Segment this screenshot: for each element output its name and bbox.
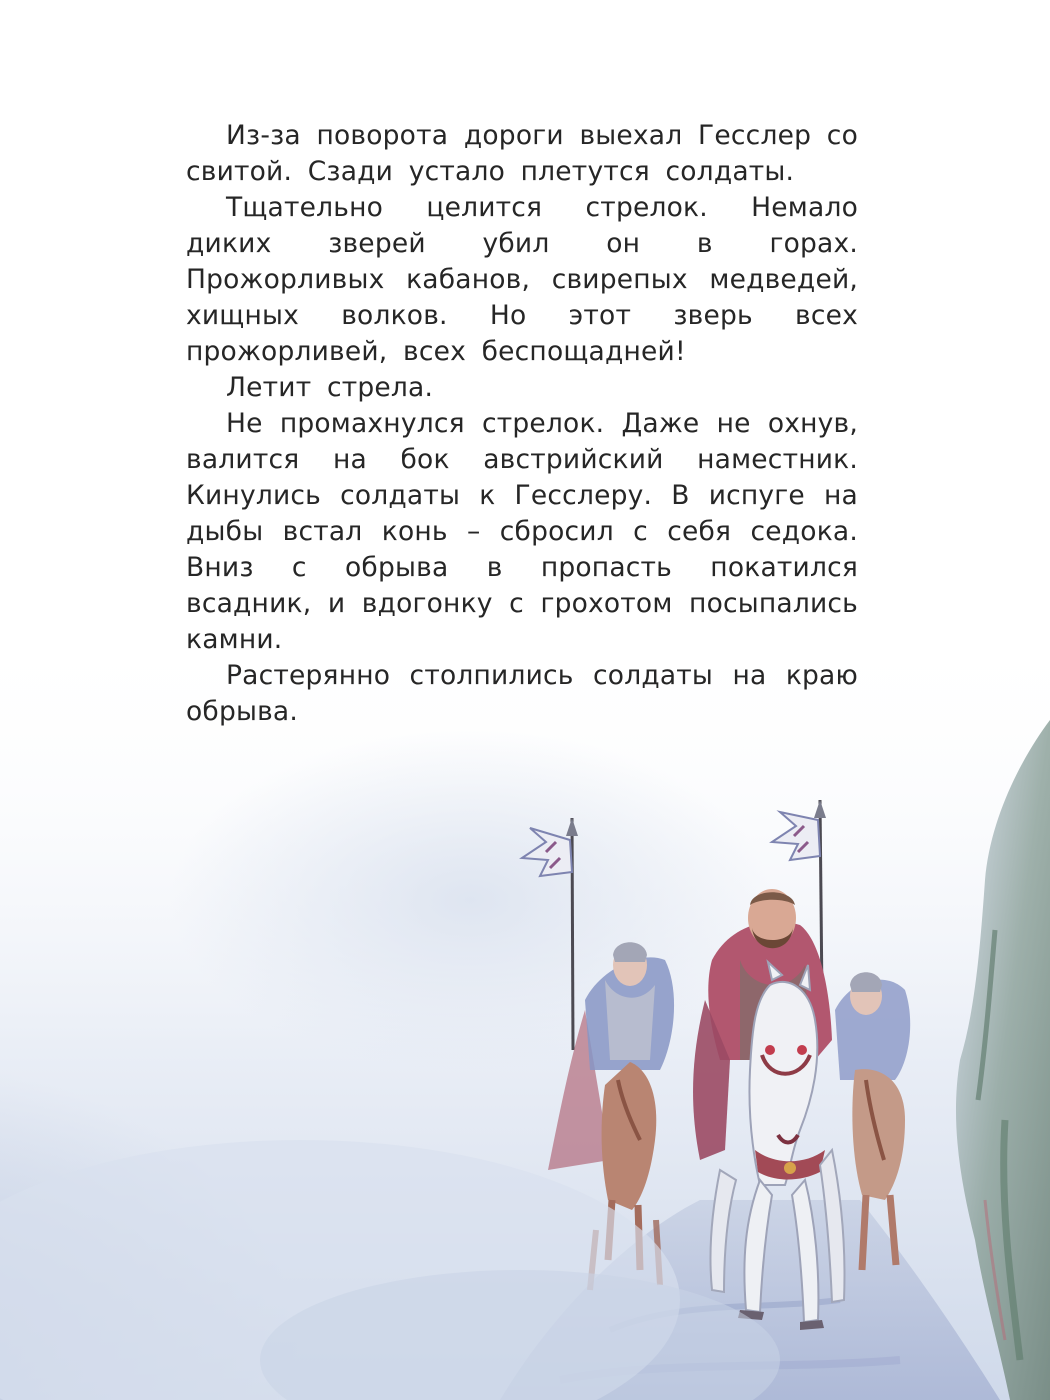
paragraph-3: Летит стрела.: [226, 372, 434, 403]
paragraph-2: Тщательно целится стрелок. Немало диких зверей убил он в горах. Прожорливых кабанов, свирепых медведей, хищных волков. Но этот зверь всех прожорливей, всех беспощадней!: [186, 192, 858, 367]
paragraph-5: Растерянно столпились солдаты на краю обрыва.: [186, 660, 858, 727]
mist-cloud-mid: [170, 730, 770, 1070]
paragraph-4: Не промахнулся стрелок. Даже не охнув, валится на бок австрийский наместник. Кинулись солдаты к Гесслеру. В испуге на дыбы встал конь – сбросил с себя седока. Вниз с обрыва в пропасть покатился всадник, и вдогонку с грохотом посыпались камни.: [186, 408, 858, 655]
paragraph-1: Из-за поворота дороги выехал Гесслер со свитой. Сзади устало плетутся солдаты.: [186, 120, 858, 187]
story-text: [186, 118, 858, 730]
